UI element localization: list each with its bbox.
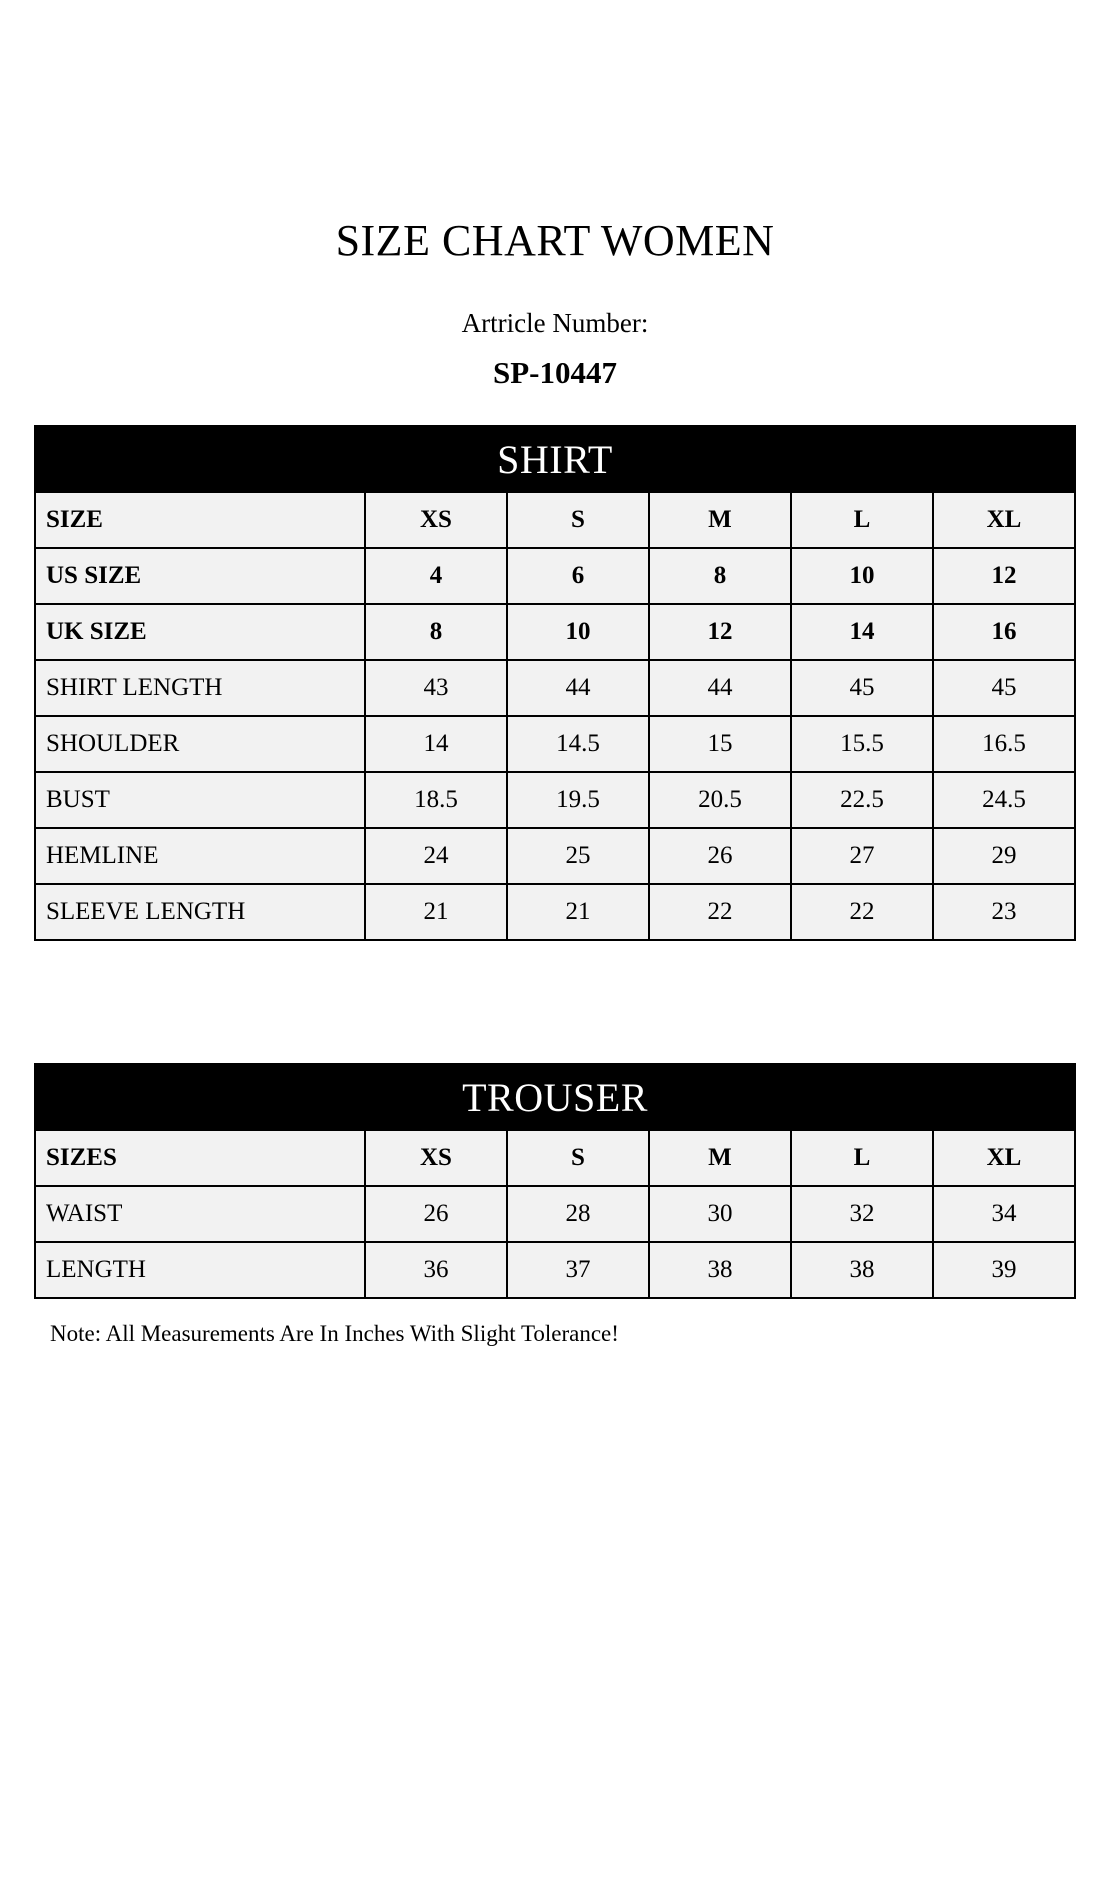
trouser-size-header: S	[507, 1130, 649, 1186]
trouser-cell: 26	[365, 1186, 507, 1242]
shirt-cell: 29	[933, 828, 1075, 884]
shirt-cell: 22	[649, 884, 791, 940]
shirt-cell: 25	[507, 828, 649, 884]
shirt-size-header: M	[649, 492, 791, 548]
shirt-cell: 6	[507, 548, 649, 604]
trouser-size-table	[34, 1063, 1076, 1299]
article-number: SP-10447	[493, 355, 617, 390]
shirt-cell: 14	[365, 716, 507, 772]
shirt-row-label: SHOULDER	[35, 716, 365, 772]
shirt-cell: 12	[933, 548, 1075, 604]
table-row	[35, 548, 1075, 604]
trouser-size-header: XS	[365, 1130, 507, 1186]
shirt-banner: SHIRT	[35, 426, 1075, 492]
shirt-row-label: HEMLINE	[35, 828, 365, 884]
shirt-cell: 19.5	[507, 772, 649, 828]
trouser-row-label: LENGTH	[35, 1242, 365, 1298]
shirt-cell: 18.5	[365, 772, 507, 828]
shirt-row-label: UK SIZE	[35, 604, 365, 660]
shirt-cell: 20.5	[649, 772, 791, 828]
trouser-cell: 34	[933, 1186, 1075, 1242]
trouser-cell: 32	[791, 1186, 933, 1242]
shirt-cell: 21	[365, 884, 507, 940]
shirt-size-header: XS	[365, 492, 507, 548]
shirt-cell: 24	[365, 828, 507, 884]
shirt-row-label: US SIZE	[35, 548, 365, 604]
shirt-cell: 24.5	[933, 772, 1075, 828]
shirt-row-label: BUST	[35, 772, 365, 828]
trouser-cell: 28	[507, 1186, 649, 1242]
trouser-cell: 39	[933, 1242, 1075, 1298]
shirt-cell: 44	[507, 660, 649, 716]
trouser-header-label: SIZES	[35, 1130, 365, 1186]
shirt-cell: 45	[933, 660, 1075, 716]
trouser-size-header: M	[649, 1130, 791, 1186]
shirt-header-label: SIZE	[35, 492, 365, 548]
trouser-cell: 37	[507, 1242, 649, 1298]
shirt-cell: 45	[791, 660, 933, 716]
page-title: SIZE CHART WOMEN	[335, 216, 775, 265]
shirt-cell: 21	[507, 884, 649, 940]
shirt-cell: 15.5	[791, 716, 933, 772]
shirt-cell: 22	[791, 884, 933, 940]
shirt-row-label: SLEEVE LENGTH	[35, 884, 365, 940]
trouser-banner: TROUSER	[35, 1064, 1075, 1130]
shirt-cell: 10	[791, 548, 933, 604]
shirt-cell: 23	[933, 884, 1075, 940]
shirt-size-header: S	[507, 492, 649, 548]
trouser-cell: 38	[649, 1242, 791, 1298]
shirt-cell: 15	[649, 716, 791, 772]
trouser-cell: 38	[791, 1242, 933, 1298]
table-row	[35, 772, 1075, 828]
shirt-cell: 26	[649, 828, 791, 884]
shirt-cell: 14	[791, 604, 933, 660]
shirt-cell: 12	[649, 604, 791, 660]
shirt-cell: 16.5	[933, 716, 1075, 772]
shirt-cell: 16	[933, 604, 1075, 660]
shirt-cell: 43	[365, 660, 507, 716]
shirt-cell: 10	[507, 604, 649, 660]
shirt-cell: 44	[649, 660, 791, 716]
trouser-banner-row	[35, 1064, 1075, 1130]
trouser-row-label: WAIST	[35, 1186, 365, 1242]
measurement-note: Note: All Measurements Are In Inches With Slight Tolerance!	[50, 1321, 619, 1346]
shirt-size-header: L	[791, 492, 933, 548]
table-row	[35, 1186, 1075, 1242]
shirt-cell: 14.5	[507, 716, 649, 772]
shirt-cell: 8	[649, 548, 791, 604]
table-row	[35, 660, 1075, 716]
trouser-size-header: L	[791, 1130, 933, 1186]
trouser-size-header: XL	[933, 1130, 1075, 1186]
shirt-cell: 22.5	[791, 772, 933, 828]
shirt-cell: 8	[365, 604, 507, 660]
table-row	[35, 828, 1075, 884]
trouser-cell: 36	[365, 1242, 507, 1298]
trouser-cell: 30	[649, 1186, 791, 1242]
shirt-cell: 4	[365, 548, 507, 604]
trouser-header-row	[35, 1130, 1075, 1186]
table-row	[35, 1242, 1075, 1298]
shirt-size-table	[34, 425, 1076, 941]
table-row	[35, 884, 1075, 940]
shirt-header-row	[35, 492, 1075, 548]
shirt-banner-row	[35, 426, 1075, 492]
shirt-size-header: XL	[933, 492, 1075, 548]
table-row	[35, 716, 1075, 772]
table-row	[35, 604, 1075, 660]
size-chart-document	[0, 215, 1110, 1880]
shirt-cell: 27	[791, 828, 933, 884]
shirt-row-label: SHIRT LENGTH	[35, 660, 365, 716]
article-label: Artricle Number:	[461, 308, 649, 338]
